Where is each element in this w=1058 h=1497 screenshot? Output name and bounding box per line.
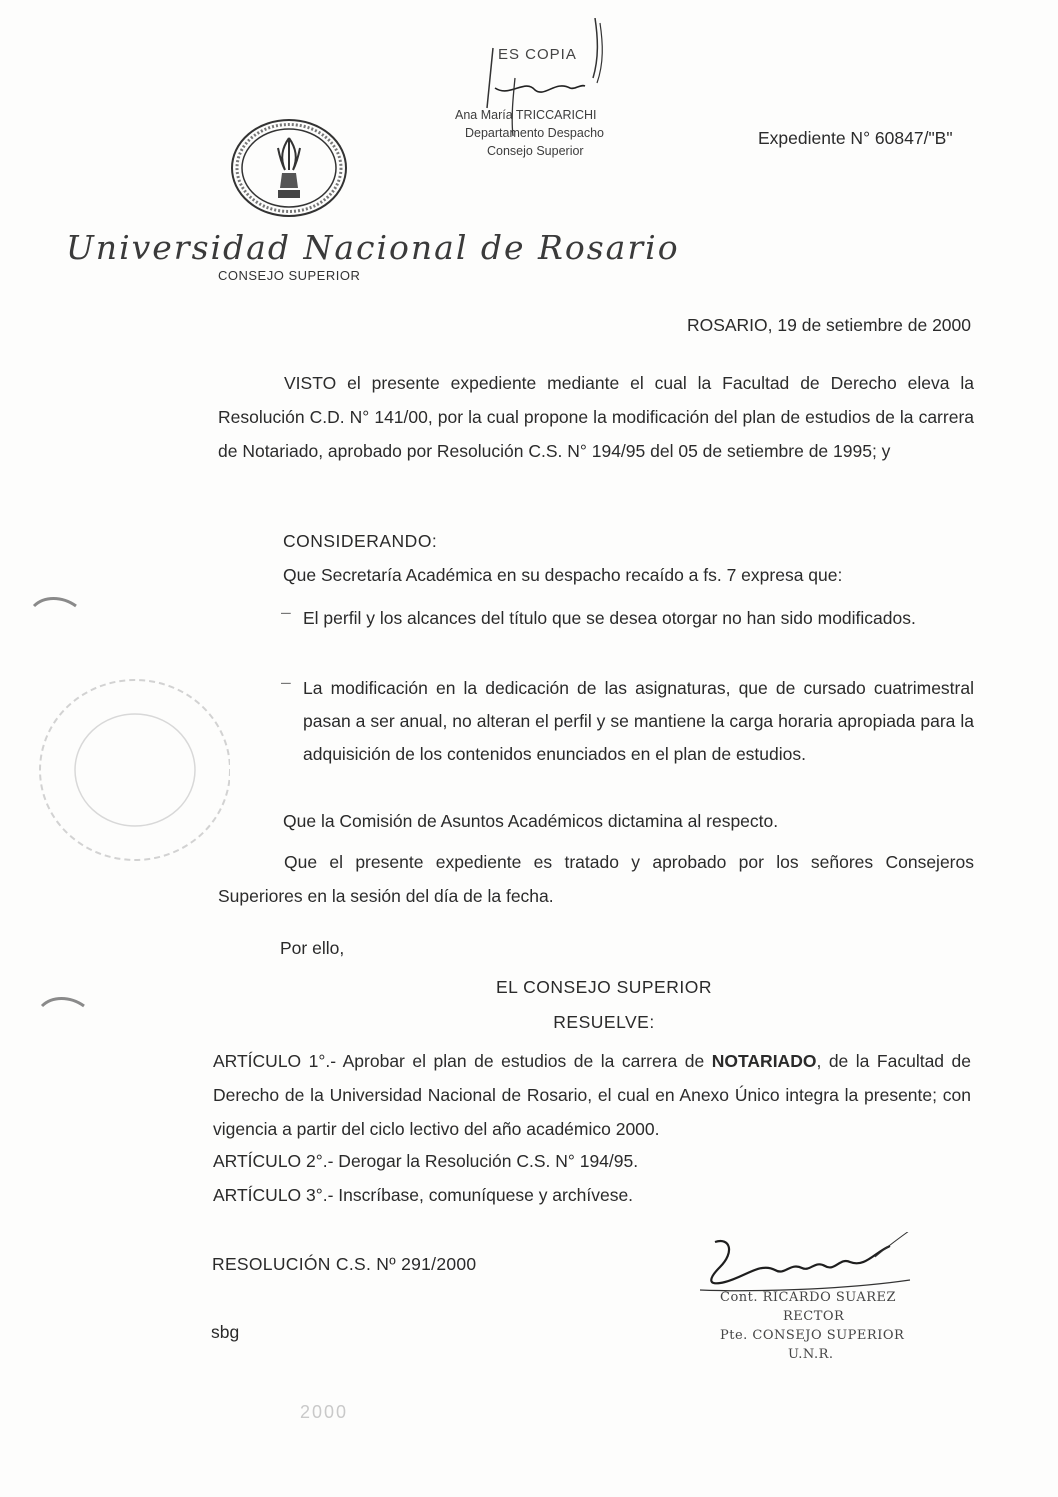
copy-stamp-name: Ana María TRICCARICHI bbox=[455, 108, 597, 122]
date-line: ROSARIO, 19 de setiembre de 2000 bbox=[686, 315, 971, 335]
rector-role: Pte. CONSEJO SUPERIOR bbox=[720, 1328, 905, 1343]
bullet-marker: – bbox=[281, 672, 291, 692]
considerando-bullet-2: La modificación en la dedicación de las asignaturas, que de cursado cuatrimestral pasan a ser anual, no alteran el perfil y se mantiene la carga horaria apropiada para la adquisición de los contenidos enunciados en el plan de estudios. bbox=[303, 678, 974, 764]
articulo-1-prefix: ARTÍCULO 1°.- Aprobar el plan de estudios de la carrera de bbox=[213, 1051, 712, 1071]
initials: sbg bbox=[211, 1322, 240, 1342]
articulo-2: ARTÍCULO 2°.- Derogar la Resolución C.S. N° 194/95. bbox=[213, 1151, 639, 1171]
comision-paragraph: Que la Comisión de Asuntos Académicos dictamina al respecto. bbox=[283, 811, 779, 831]
articulo-1 bbox=[213, 1044, 971, 1146]
bullet-marker: – bbox=[281, 602, 291, 622]
resolucion-number: RESOLUCIÓN C.S. Nº 291/2000 bbox=[212, 1254, 477, 1274]
por-ello: Por ello, bbox=[280, 938, 345, 958]
faint-round-stamp-icon bbox=[20, 670, 230, 870]
punch-hole-mark-icon bbox=[40, 996, 86, 1010]
tratado-paragraph: Que el presente expediente es tratado y aprobado por los señores Consejeros Superiores en la sesión del día de la fecha. bbox=[218, 852, 974, 906]
consejo-superior-label: CONSEJO SUPERIOR bbox=[218, 268, 361, 283]
considerando-bullet-1: El perfil y los alcances del título que se desea otorgar no han sido modificados. bbox=[303, 608, 916, 628]
expediente-number: Expediente N° 60847/"B" bbox=[758, 128, 953, 148]
articulo-1-suffix: , de la Facultad de Derecho de la Universidad Nacional de Rosario, el cual en Anexo Único integra la presente; con vigencia a partir del ciclo lectivo del año académico 2000. bbox=[213, 1051, 972, 1139]
copy-stamp-department: Departamento Despacho bbox=[465, 126, 604, 140]
copy-stamp-body: Consejo Superior bbox=[487, 144, 584, 158]
visto-paragraph: VISTO el presente expediente mediante el cual la Facultad de Derecho eleva la Resolución C.D. N° 141/00, por la cual propone la modificación del plan de estudios de la carrera de Notariado, aprobado por Resolución C.S. N° 194/95 del 05 de setiembre de 1995; y bbox=[218, 373, 974, 461]
articulo-3: ARTÍCULO 3°.- Inscríbase, comuníquese y archívese. bbox=[213, 1185, 634, 1205]
punch-hole-mark-icon bbox=[32, 596, 78, 610]
footer-faint-stamp: 2000 bbox=[300, 1402, 349, 1422]
consejo-superior-heading: EL CONSEJO SUPERIOR bbox=[496, 977, 712, 997]
university-seal-icon bbox=[230, 118, 348, 218]
rector-name: Cont. RICARDO SUAREZ bbox=[720, 1290, 897, 1305]
rector-title: RECTOR bbox=[783, 1309, 845, 1324]
university-name-script: Universidad Nacional de Rosario bbox=[66, 228, 680, 267]
rector-org: U.N.R. bbox=[788, 1347, 834, 1362]
articulo-1-bold: NOTARIADO bbox=[711, 1051, 817, 1071]
resuelve-heading: RESUELVE: bbox=[553, 1012, 655, 1032]
considerando-heading: CONSIDERANDO: bbox=[283, 531, 438, 551]
copy-stamp-title: ES COPIA bbox=[498, 46, 577, 63]
considerando-intro: Que Secretaría Académica en su despacho recaído a fs. 7 expresa que: bbox=[283, 565, 843, 585]
